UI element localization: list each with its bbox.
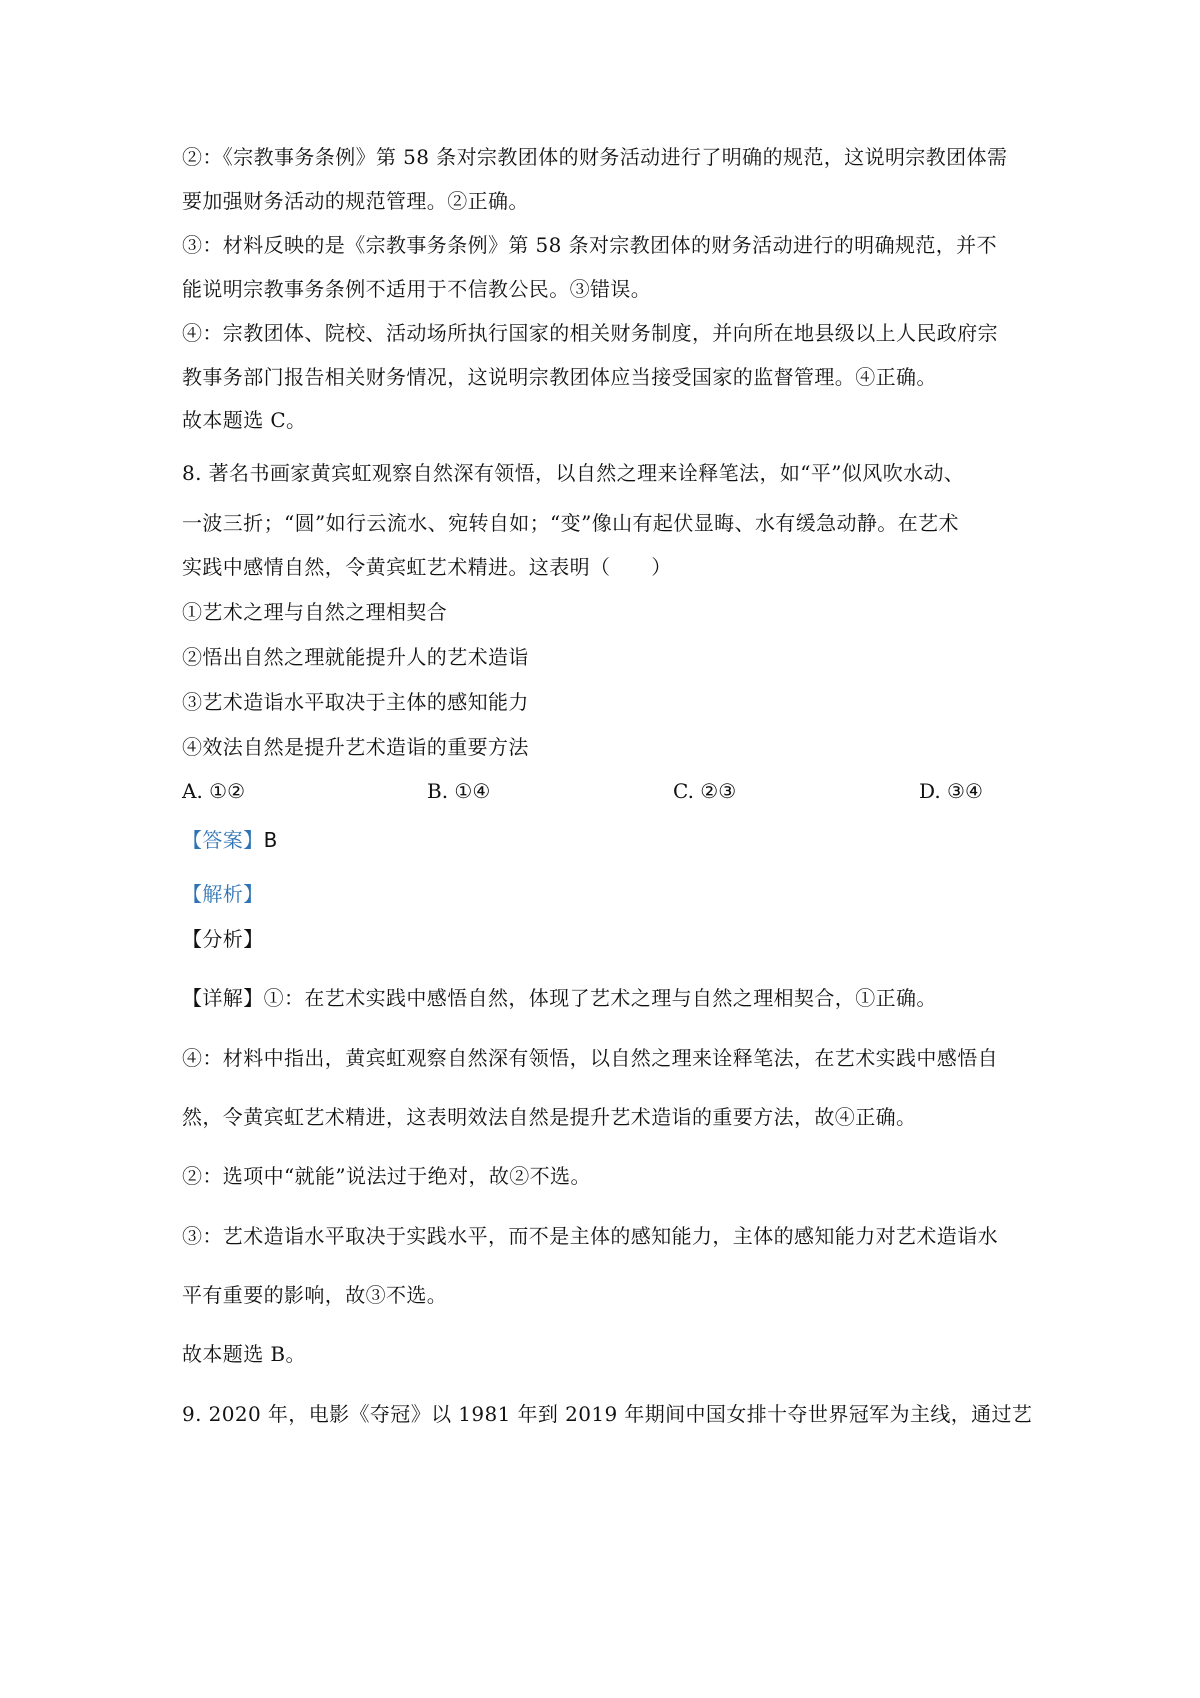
q8-item-4: ④效法自然是提升艺术造诣的重要方法 bbox=[182, 735, 529, 759]
q8-option-c: C. ②③ bbox=[673, 779, 737, 803]
analysis-tag: 【解析】 bbox=[182, 882, 264, 906]
q8-option-d: D. ③④ bbox=[919, 779, 983, 803]
q8-detail-line-5: ③：艺术造诣水平取决于实践水平，而不是主体的感知能力，主体的感知能力对艺术造诣水 bbox=[182, 1224, 998, 1248]
analysis-item-2-line-1: ②：《宗教事务条例》第 58 条对宗教团体的财务活动进行了明确的规范，这说明宗教团体需 bbox=[182, 145, 1008, 169]
q8-item-1: ①艺术之理与自然之理相契合 bbox=[182, 600, 448, 624]
answer-tag: 【答案】 bbox=[182, 828, 264, 852]
q8-stem-line-3: 实践中感情自然，令黄宾虹艺术精进。这表明（ ） bbox=[182, 555, 672, 579]
q8-item-2: ②悟出自然之理就能提升人的艺术造诣 bbox=[182, 645, 529, 669]
analysis-item-3-line-1: ③：材料反映的是《宗教事务条例》第 58 条对宗教团体的财务活动进行的明确规范，并不 bbox=[182, 233, 997, 257]
q8-stem-line-2: 一波三折；“圆”如行云流水、宛转自如；“变”像山有起伏显晦、水有缓急动静。在艺术 bbox=[182, 511, 959, 535]
q8-item-3: ③艺术造诣水平取决于主体的感知能力 bbox=[182, 690, 529, 714]
fenxi-tag: 【分析】 bbox=[182, 927, 264, 951]
q8-detail-line-6: 平有重要的影响，故③不选。 bbox=[182, 1283, 448, 1307]
q8-detail-line-2: ④：材料中指出，黄宾虹观察自然深有领悟，以自然之理来诠释笔法，在艺术实践中感悟自 bbox=[182, 1046, 998, 1070]
q8-conclusion: 故本题选 B。 bbox=[182, 1342, 306, 1366]
q8-detail-line-3: 然，令黄宾虹艺术精进，这表明效法自然是提升艺术造诣的重要方法，故④正确。 bbox=[182, 1105, 917, 1129]
answer-value: B bbox=[263, 828, 278, 852]
previous-conclusion: 故本题选 C。 bbox=[182, 408, 307, 432]
q8-answer-line bbox=[182, 826, 1042, 854]
q8-option-b: B. ①④ bbox=[427, 779, 491, 803]
q9-stem-line-1: 9. 2020 年，电影《夺冠》以 1981 年到 2019 年期间中国女排十夺世界冠军为主线，通过艺 bbox=[182, 1402, 1033, 1426]
analysis-item-4-line-2: 教事务部门报告相关财务情况，这说明宗教团体应当接受国家的监督管理。④正确。 bbox=[182, 365, 937, 389]
q8-option-a: A. ①② bbox=[182, 779, 246, 803]
analysis-item-2-line-2: 要加强财务活动的规范管理。②正确。 bbox=[182, 189, 529, 213]
q8-detail-line-1: 【详解】①：在艺术实践中感悟自然，体现了艺术之理与自然之理相契合，①正确。 bbox=[182, 986, 937, 1010]
analysis-item-3-line-2: 能说明宗教事务条例不适用于不信教公民。③错误。 bbox=[182, 277, 652, 301]
analysis-item-4-line-1: ④：宗教团体、院校、活动场所执行国家的相关财务制度，并向所在地县级以上人民政府宗 bbox=[182, 321, 998, 345]
q8-detail-line-4: ②：选项中“就能”说法过于绝对，故②不选。 bbox=[182, 1164, 591, 1188]
q8-stem-line-1: 8. 著名书画家黄宾虹观察自然深有领悟，以自然之理来诠释笔法，如“平”似风吹水动、 bbox=[182, 461, 965, 485]
